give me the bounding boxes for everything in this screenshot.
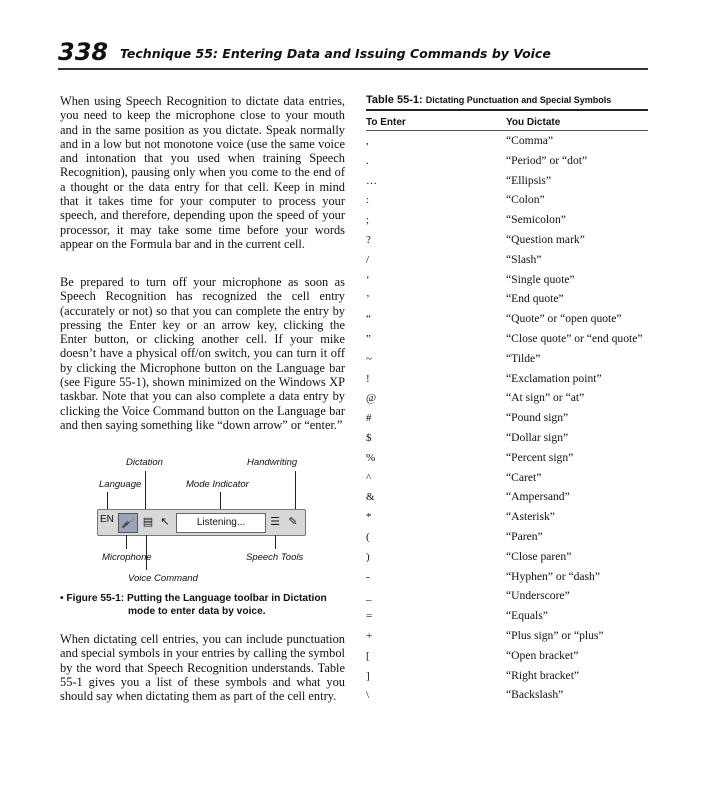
caption-label: • Figure 55-1: — [60, 593, 125, 604]
table-row — [366, 685, 648, 705]
symbol-cell: - — [366, 570, 370, 583]
table-row — [366, 626, 648, 646]
dictation-cell: “At sign” or “at” — [506, 391, 585, 405]
label-speech-tools: Speech Tools — [246, 552, 304, 563]
symbol-cell: @ — [366, 392, 377, 405]
page-header — [58, 36, 648, 70]
language-toolbar — [97, 509, 306, 536]
language-indicator[interactable]: EN — [100, 514, 114, 525]
symbol-cell: ; — [366, 214, 370, 227]
running-title: Technique 55: Entering Data and Issuing Commands by Voice — [120, 46, 551, 61]
symbol-cell: _ — [366, 590, 372, 603]
paragraph-1 — [60, 94, 345, 251]
symbol-cell: ! — [366, 372, 370, 385]
dictation-cell: “Tilde” — [506, 351, 541, 365]
dictation-icon[interactable]: ▤ — [142, 516, 154, 528]
symbol-cell: ‘ — [366, 273, 370, 286]
callout-line — [275, 535, 276, 549]
column-header-to-enter: To Enter — [366, 117, 406, 128]
callout-line — [126, 535, 127, 549]
label-handwriting: Handwriting — [247, 457, 298, 468]
symbol-cell: ” — [366, 332, 371, 345]
figure-caption — [60, 592, 345, 618]
body-text: When using Speech Recognition to dictate data entries, you need to keep the microphone close to your mouth and in the same position as you dictate. Speak normally and in a low but not monotone voice (use the same voice and intonation that you used when training Speech Recognition), pausing only when you come to the end of a thought or the data entry for that cell. Keep in mind that it takes time for your computer to process your speech, and therefore, depending upon the speed of your processor, it may take some time before your words appear on the Formula bar and in the current cell. — [60, 94, 345, 251]
table-row — [366, 606, 648, 626]
symbol-cell: ] — [366, 669, 370, 682]
symbol-cell: … — [366, 174, 377, 187]
dictation-cell: “Exclamation point” — [506, 371, 602, 385]
table-row — [366, 567, 648, 587]
symbol-cell: , — [366, 135, 369, 147]
caption-text: Putting the Language toolbar in Dictation — [126, 593, 327, 604]
dictation-cell: “Backslash” — [506, 688, 564, 702]
table-row — [366, 468, 648, 488]
dictation-cell: “Close paren” — [506, 549, 572, 563]
table-row — [366, 190, 648, 210]
table-row — [366, 487, 648, 507]
dictation-cell: “Caret” — [506, 470, 542, 484]
symbol-cell: ( — [366, 530, 370, 543]
symbols-table — [366, 94, 648, 705]
table-row — [366, 428, 648, 448]
dictation-cell: “Asterisk” — [506, 510, 555, 524]
symbol-cell: ~ — [366, 352, 372, 365]
table-row — [366, 270, 648, 290]
callout-line — [295, 471, 296, 512]
table-row — [366, 646, 648, 666]
symbol-cell: % — [366, 451, 376, 464]
dictation-cell: “End quote” — [506, 292, 564, 306]
dictation-cell: “Percent sign” — [506, 450, 574, 464]
dictation-cell: “Hyphen” or “dash” — [506, 569, 600, 583]
dictation-cell: “Period” or “dot” — [506, 153, 588, 167]
dictation-cell: “Single quote” — [506, 272, 575, 286]
symbol-cell: ’ — [366, 293, 370, 306]
handwriting-icon[interactable]: ✎ — [288, 516, 298, 528]
symbol-cell: . — [366, 154, 369, 167]
symbol-cell: $ — [366, 431, 372, 444]
figure-55-1 — [60, 452, 350, 592]
table-body — [366, 131, 648, 705]
paragraph-3 — [60, 632, 345, 703]
symbol-cell: : — [366, 194, 370, 207]
dictation-cell: “Close quote” or “end quote” — [506, 331, 643, 345]
symbol-cell: + — [366, 629, 373, 642]
table-row — [366, 289, 648, 309]
table-row — [366, 388, 648, 408]
dictation-cell: “Ellipsis” — [506, 173, 552, 187]
microphone-icon[interactable]: 🎤 — [118, 513, 138, 533]
table-row — [366, 171, 648, 191]
symbol-cell: ) — [366, 550, 370, 563]
dictation-cell: “Slash” — [506, 252, 542, 266]
label-dictation: Dictation — [126, 457, 163, 468]
table-number: Table 55-1: — [366, 94, 423, 106]
dictation-cell: “Open bracket” — [506, 648, 579, 662]
table-title — [366, 94, 648, 111]
table-row — [366, 586, 648, 606]
dictation-cell: “Right bracket” — [506, 668, 580, 682]
dictation-cell: “Ampersand” — [506, 490, 570, 504]
symbol-cell: [ — [366, 649, 370, 662]
dictation-cell: “Question mark” — [506, 232, 585, 246]
table-row — [366, 151, 648, 171]
dictation-cell: “Colon” — [506, 193, 545, 207]
symbol-cell: ^ — [366, 471, 372, 484]
table-row — [366, 210, 648, 230]
table-row — [366, 547, 648, 567]
body-text: Be prepared to turn off your microphone as soon as Speech Recognition has recognized the cell entry (accurately or not) so that you can complete the entry by pressing the Enter key or an arrow key, clicking the Enter button, or clicking another cell. If your mike doesn’t have a physical off/on switch, you can turn it off by clicking the Microphone button on the Language bar (see Figure 55-1), shown minimized on the Windows XP taskbar. Note that you can also complete a data entry by clicking the Voice Command button on the Language bar and then saying something like “down arrow” or “enter.” — [60, 275, 345, 432]
symbol-cell: / — [366, 253, 370, 266]
dictation-cell: “Equals” — [506, 609, 548, 623]
dictation-cell: “Plus sign” or “plus” — [506, 628, 604, 642]
table-row — [366, 666, 648, 686]
symbol-cell: = — [366, 610, 373, 623]
dictation-cell: “Quote” or “open quote” — [506, 312, 622, 326]
body-text: When dictating cell entries, you can include punctuation and special symbols in your entries by calling the symbol by the word that Speech Recognition understands. Table 55-1 gives you a list of these symbols and what you should say when dictating them as part of the cell entry. — [60, 632, 345, 704]
column-header-you-dictate: You Dictate — [506, 117, 561, 128]
callout-line — [145, 471, 146, 512]
table-row — [366, 349, 648, 369]
label-voice-command: Voice Command — [128, 573, 198, 584]
dictation-cell: “Semicolon” — [506, 213, 566, 227]
dictation-cell: “Paren” — [506, 529, 543, 543]
symbol-cell: \ — [366, 689, 370, 702]
caption-text-2: mode to enter data by voice. — [128, 606, 266, 617]
table-row — [366, 448, 648, 468]
dictation-cell: “Underscore” — [506, 589, 570, 603]
symbol-cell: “ — [366, 313, 371, 326]
page-number: 338 — [58, 38, 109, 66]
label-mode-indicator: Mode Indicator — [186, 479, 249, 490]
table-row — [366, 507, 648, 527]
speech-tools-icon[interactable]: ☰ — [270, 516, 280, 528]
dictation-cell: “Dollar sign” — [506, 430, 569, 444]
table-row — [366, 408, 648, 428]
voice-command-icon[interactable]: ↖ — [160, 516, 170, 528]
symbol-cell: * — [366, 511, 372, 524]
dictation-cell: “Pound sign” — [506, 411, 569, 425]
label-language: Language — [99, 479, 142, 490]
dictation-cell: “Comma” — [506, 134, 554, 147]
table-row — [366, 369, 648, 389]
symbol-cell: # — [366, 412, 372, 425]
table-row — [366, 527, 648, 547]
table-row — [366, 230, 648, 250]
table-row — [366, 131, 648, 151]
paragraph-2 — [60, 275, 345, 432]
table-header — [366, 115, 648, 131]
table-row — [366, 250, 648, 270]
table-row — [366, 309, 648, 329]
mode-indicator: Listening... — [176, 513, 266, 533]
symbol-cell: ? — [366, 233, 371, 246]
symbol-cell: & — [366, 491, 375, 504]
label-microphone: Microphone — [102, 552, 152, 563]
table-row — [366, 329, 648, 349]
table-title-text: Dictating Punctuation and Special Symbols — [425, 95, 612, 105]
